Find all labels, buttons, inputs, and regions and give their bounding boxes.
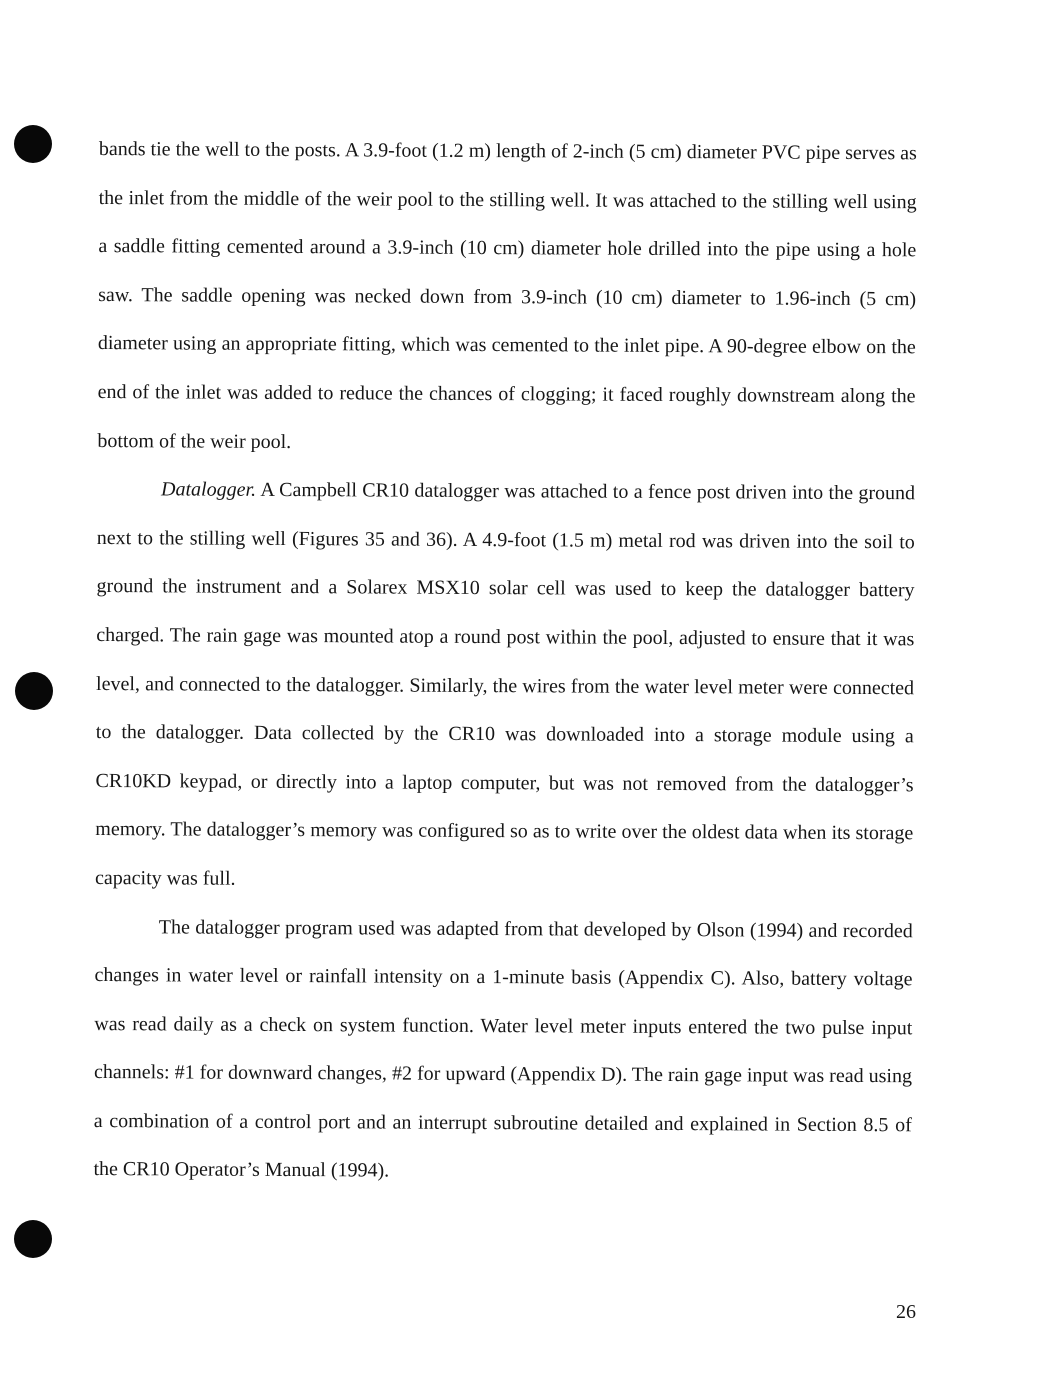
paragraph-datalogger-text: A Campbell CR10 datalogger was attached to a fence post driven into the ground next to the stilling well (Figures 35 and 36). A 4.9-foot (1.5 m) metal rod was driven into the soil to ground the instrument and a Solarex MSX10 solar cell was used to keep the datalogger battery charged. The rain gage was mounted atop a round post within the pool, adjusted to ensure that it was level, and connected to the datalogger. Similarly, the wires from the water level meter were connected to the datalogger. Data collected by the CR10 was downloaded into a storage module using a CR10KD keypad, or directly into a laptop computer, but was not removed from the datalogger’s memory. The datalogger’s memory was configured so as to write over the oldest data when its storage capacity was full. bbox=[95, 478, 916, 890]
paragraph-stilling-well-inlet: bands tie the well to the posts. A 3.9-foot (1.2 m) length of 2-inch (5 cm) diameter PVC pipe serves as the inlet from the middle of the weir pool to the stilling well. It was attached to the stilling well using a saddle fitting cemented around a 3.9-inch (10 cm) diameter hole drilled into the pipe using a hole saw. The saddle opening was necked down from 3.9-inch (10 cm) diameter to 1.96-inch (5 cm) diameter using an appropriate fitting, which was cemented to the inlet pipe. A 90-degree elbow on the end of the inlet was added to reduce the chances of clogging; it faced roughly downstream along the bottom of the weir pool. bbox=[97, 137, 917, 453]
punch-hole-top bbox=[14, 125, 52, 163]
punch-hole-bottom bbox=[14, 1220, 52, 1258]
paragraph-datalogger bbox=[95, 465, 915, 907]
run-in-heading-datalogger: Datalogger. bbox=[161, 478, 257, 501]
punch-hole-middle bbox=[15, 672, 53, 710]
paragraph-datalogger-program: The datalogger program used was adapted from that developed by Olson (1994) and recorded changes in water level or rainfall intensity on a 1-minute basis (Appendix C). Also, battery voltage was read daily as a check on system function. Water level meter inputs entered the two pulse input channels: #1 for downward changes, #2 for upward (Appendix D). The rain gage input was read using a combination of a control port and an interrupt subroutine detailed and explained in Section 8.5 of the CR10 Operator’s Manual (1994). bbox=[93, 915, 913, 1183]
body-text bbox=[93, 125, 917, 1198]
page-number: 26 bbox=[896, 1301, 916, 1323]
